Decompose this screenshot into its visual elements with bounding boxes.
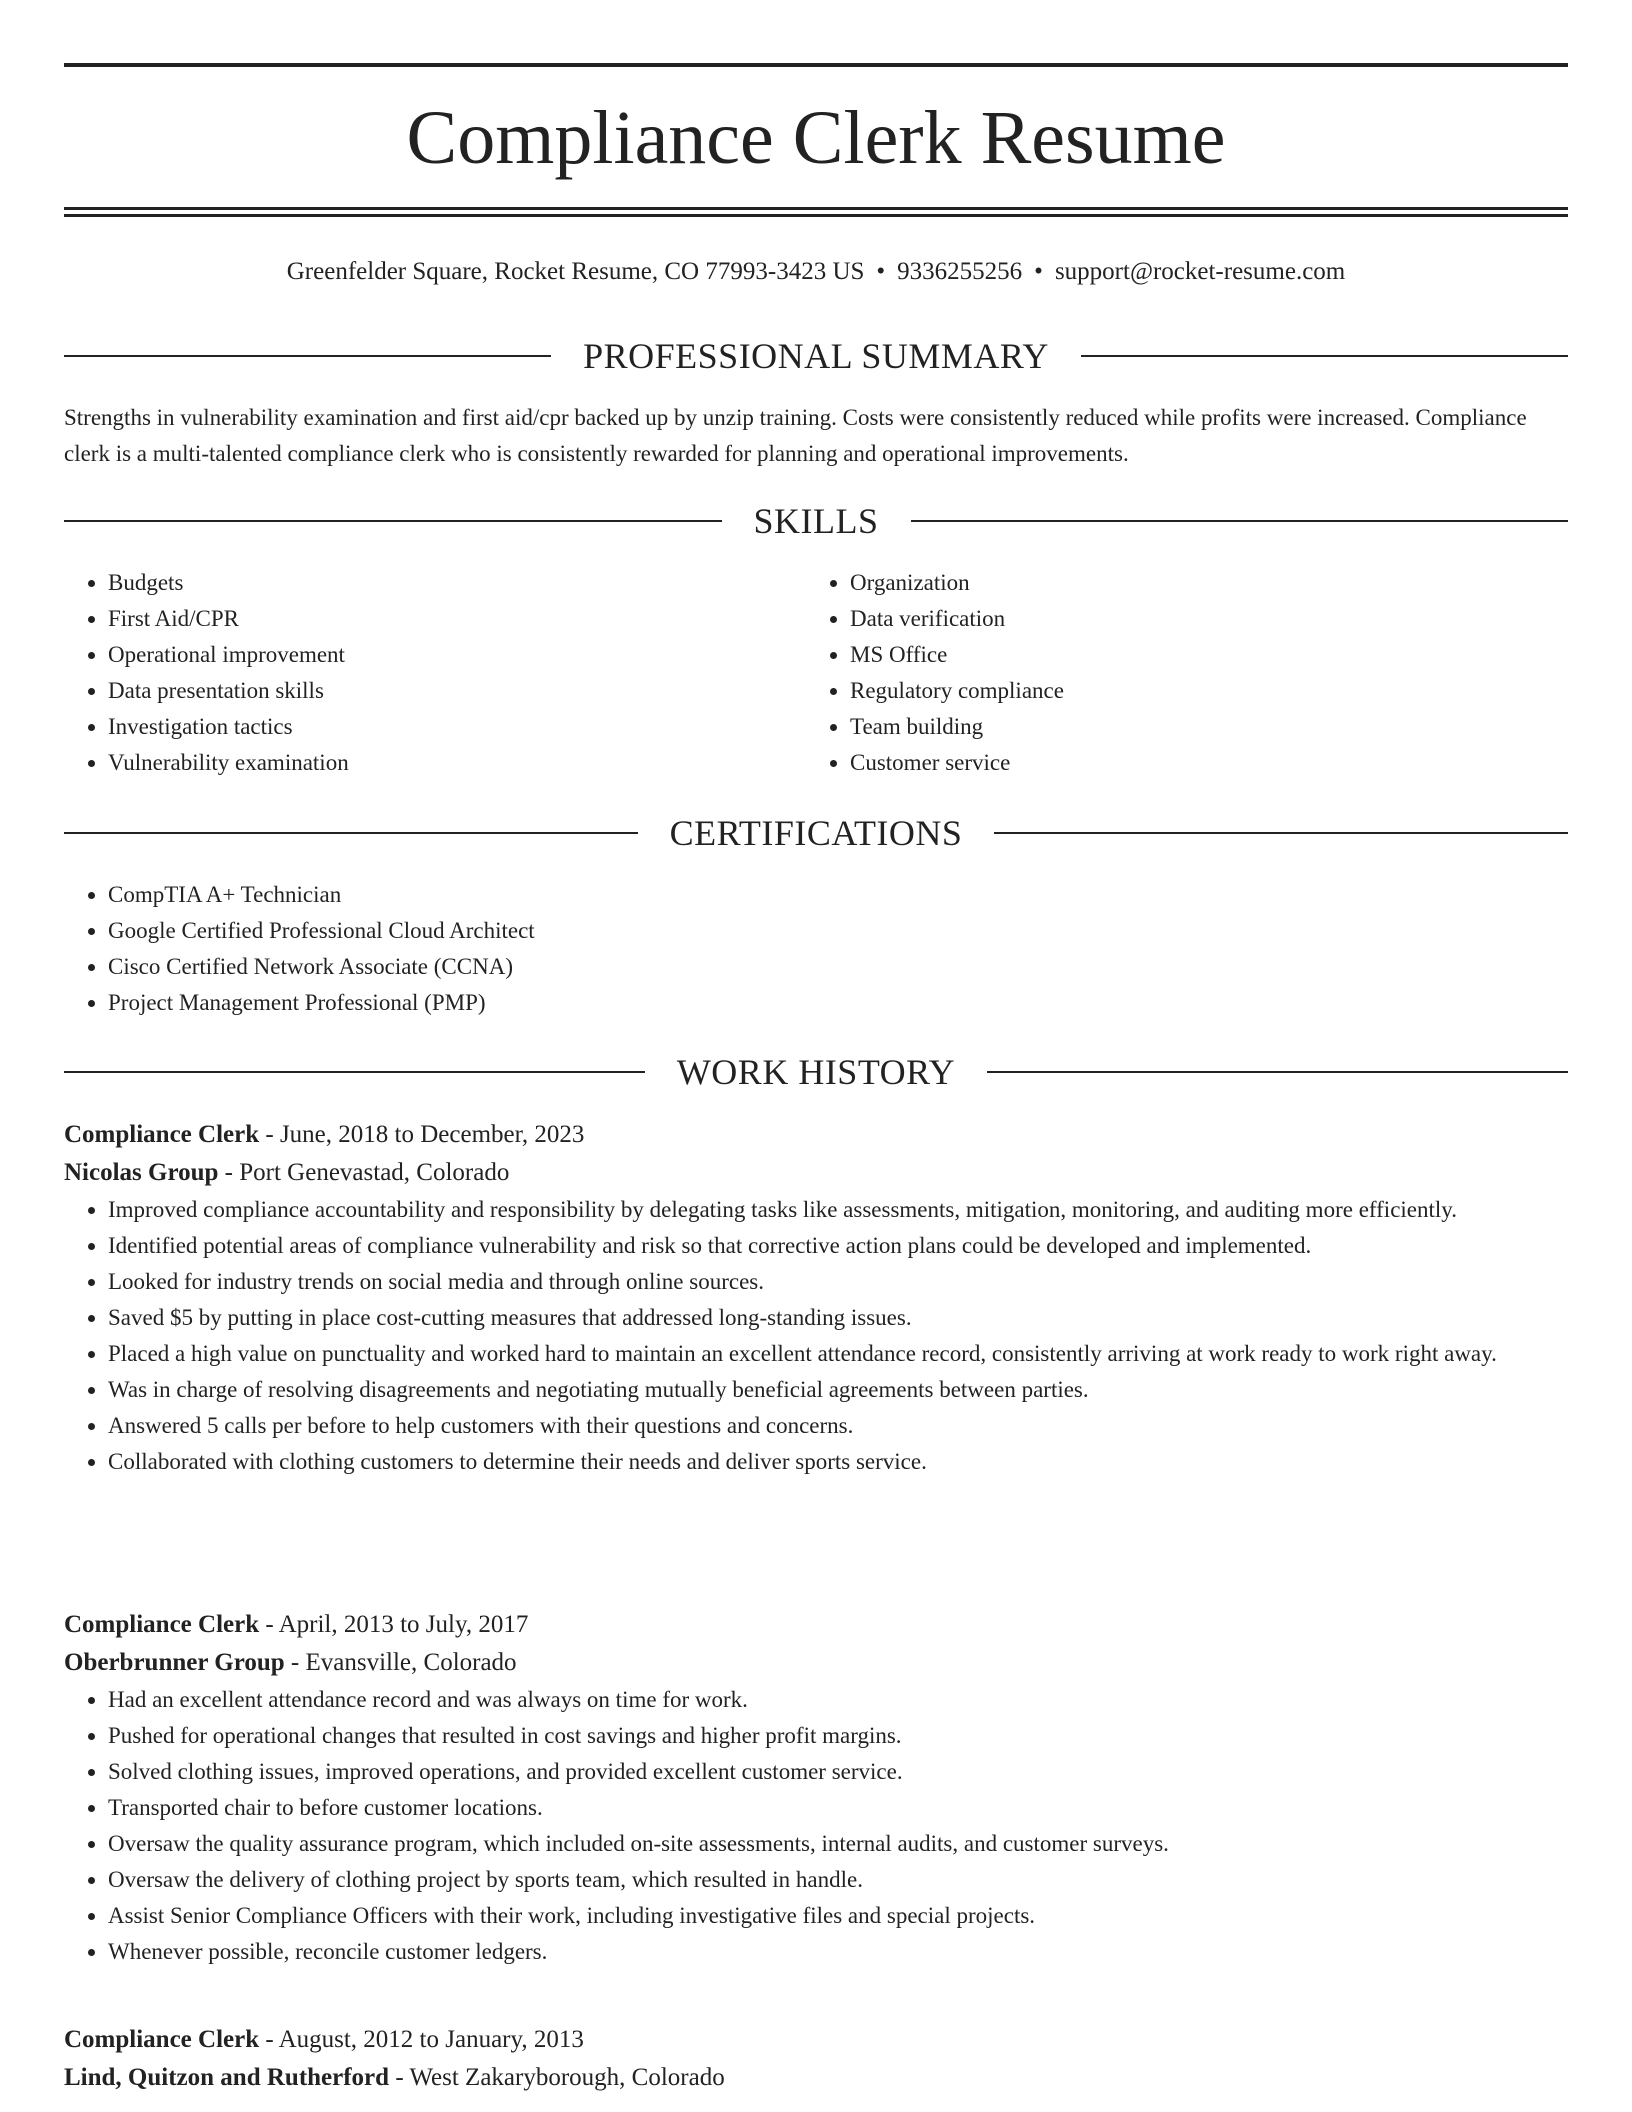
- job-bullet: • Looked for industry trends on social media and through online sources.: [108, 1264, 1568, 1300]
- certification-item: • Project Management Professional (PMP): [108, 985, 1568, 1021]
- job-title: Compliance Clerk: [64, 1121, 260, 1148]
- skill-item: • MS Office: [850, 637, 1548, 673]
- job-title-line: Compliance Clerk - April, 2013 to July, 2017: [64, 1611, 529, 1638]
- skill-item: • Data verification: [850, 601, 1548, 637]
- skill-item: • Customer service: [850, 745, 1548, 781]
- skill-item: • First Aid/CPR: [108, 601, 806, 637]
- skill-item: • Organization: [850, 565, 1548, 601]
- job-entry: [64, 1116, 1568, 1480]
- skill-item: • Investigation tactics: [108, 709, 806, 745]
- section-header-summary: [64, 334, 1568, 378]
- section-rule-left: [64, 355, 551, 357]
- section-title-work: WORK HISTORY: [676, 1052, 956, 1092]
- job-bullet: • Saved $5 by putting in place cost-cutting measures that addressed long-standing issues.: [108, 1300, 1568, 1336]
- job-bullet: • Was in charge of resolving disagreements and negotiating mutually beneficial agreements between parties.: [108, 1372, 1568, 1408]
- skill-item: • Team building: [850, 709, 1548, 745]
- job-bullet: • Answered 5 calls per before to help customers with their questions and concerns.: [108, 1408, 1568, 1444]
- job-bullet: • Collaborated with clothing customers to determine their needs and deliver sports service.: [108, 1444, 1568, 1480]
- section-rule-left: [64, 832, 638, 834]
- skill-item: • Vulnerability examination: [108, 745, 806, 781]
- skill-item: • Regulatory compliance: [850, 673, 1548, 709]
- job-location: Port Genevastad, Colorado: [239, 1159, 510, 1186]
- job-bullet: • Improved compliance accountability and responsibility by delegating tasks like assessments, mitigation, monitoring, and auditing more efficiently.: [108, 1192, 1568, 1228]
- section-rule-right: [1081, 355, 1568, 357]
- section-title-skills: SKILLS: [753, 501, 879, 541]
- job-bullet: • Had an excellent attendance record and was always on time for work.: [108, 1682, 1568, 1718]
- job-company: Lind, Quitzon and Rutherford: [64, 2064, 390, 2091]
- job-bullet: • Identified potential areas of compliance vulnerability and risk so that corrective action plans could be developed and implemented.: [108, 1228, 1568, 1264]
- job-title-line: Compliance Clerk - August, 2012 to January, 2013: [64, 2026, 584, 2053]
- skills-list-right: [806, 565, 1548, 781]
- job-bullet: • Oversaw the quality assurance program, which included on-site assessments, internal audits, and customer surveys.: [108, 1826, 1568, 1862]
- certification-item: • Cisco Certified Network Associate (CCNA): [108, 949, 1568, 985]
- job-bullet: • Oversaw the delivery of clothing project by sports team, which resulted in handle.: [108, 1862, 1568, 1898]
- contact-line: [64, 256, 1568, 288]
- section-header-work: [64, 1050, 1568, 1094]
- summary-text: Strengths in vulnerability examination and first aid/cpr backed up by unzip training. Costs were consistently reduced while profits were increased. Compliance clerk is a multi-talented compliance clerk who is consistently rewarded for planning and operational improvements.: [64, 405, 1527, 466]
- contact-email: support@rocket-resume.com: [1054, 258, 1346, 285]
- certifications-block: [64, 877, 1568, 1021]
- section-header-certifications: [64, 811, 1568, 855]
- job-bullets: [64, 1682, 1568, 1970]
- section-rule-right: [994, 832, 1568, 834]
- job-dates: April, 2013 to July, 2017: [278, 1611, 529, 1638]
- section-rule-right: [987, 1071, 1568, 1073]
- job-entry: [64, 2021, 1568, 2097]
- job-bullet: • Whenever possible, reconcile customer ledgers.: [108, 1934, 1568, 1970]
- job-company-line: Lind, Quitzon and Rutherford - West Zakaryborough, Colorado: [64, 2064, 725, 2091]
- title-wrap: [64, 88, 1568, 188]
- top-rule: [64, 63, 1568, 67]
- job-location: Evansville, Colorado: [305, 1649, 517, 1676]
- section-title-summary: PROFESSIONAL SUMMARY: [583, 336, 1049, 376]
- skill-item: • Operational improvement: [108, 637, 806, 673]
- job-entry: [64, 1606, 1568, 1970]
- job-bullet: • Transported chair to before customer locations.: [108, 1790, 1568, 1826]
- section-title-certifications: CERTIFICATIONS: [669, 813, 963, 853]
- job-dates: August, 2012 to January, 2013: [278, 2026, 584, 2053]
- contact-separator: •: [1034, 258, 1043, 285]
- resume-title: Compliance Clerk Resume: [406, 96, 1226, 180]
- job-bullet: • Pushed for operational changes that resulted in cost savings and higher profit margins.: [108, 1718, 1568, 1754]
- certification-item: • CompTIA A+ Technician: [108, 877, 1568, 913]
- certifications-list: [64, 877, 1568, 1021]
- job-bullets: [64, 1192, 1568, 1480]
- job-bullet: • Solved clothing issues, improved operations, and provided excellent customer service.: [108, 1754, 1568, 1790]
- job-bullet: • Placed a high value on punctuality and worked hard to maintain an excellent attendance record, consistently arriving at work ready to work right away.: [108, 1336, 1568, 1372]
- job-dates: June, 2018 to December, 2023: [279, 1121, 585, 1148]
- job-company: Oberbrunner Group: [64, 1649, 285, 1676]
- contact-separator: •: [876, 258, 886, 285]
- skills-columns: [64, 565, 1568, 781]
- job-bullet: • Assist Senior Compliance Officers with their work, including investigative files and special projects.: [108, 1898, 1568, 1934]
- certification-item: • Google Certified Professional Cloud Architect: [108, 913, 1568, 949]
- section-rule-left: [64, 520, 722, 522]
- skill-item: • Data presentation skills: [108, 673, 806, 709]
- job-company-line: Oberbrunner Group - Evansville, Colorado: [64, 1649, 517, 1676]
- section-rule-left: [64, 1071, 645, 1073]
- skills-column-left: [64, 565, 806, 781]
- job-company-line: Nicolas Group - Port Genevastad, Colorado: [64, 1159, 510, 1186]
- job-location: West Zakaryborough, Colorado: [409, 2064, 725, 2091]
- contact-phone: 9336255256: [897, 258, 1023, 285]
- contact-address: Greenfelder Square, Rocket Resume, CO 77993-3423 US: [286, 258, 865, 285]
- section-rule-right: [911, 520, 1569, 522]
- section-header-skills: [64, 499, 1568, 543]
- title-double-rule: [64, 207, 1568, 217]
- skill-item: • Budgets: [108, 565, 806, 601]
- skills-column-right: [806, 565, 1548, 781]
- skills-list-left: [64, 565, 806, 781]
- job-title: Compliance Clerk: [64, 2026, 260, 2053]
- job-title: Compliance Clerk: [64, 1611, 260, 1638]
- job-company: Nicolas Group: [64, 1159, 219, 1186]
- job-title-line: Compliance Clerk - June, 2018 to December, 2023: [64, 1121, 585, 1148]
